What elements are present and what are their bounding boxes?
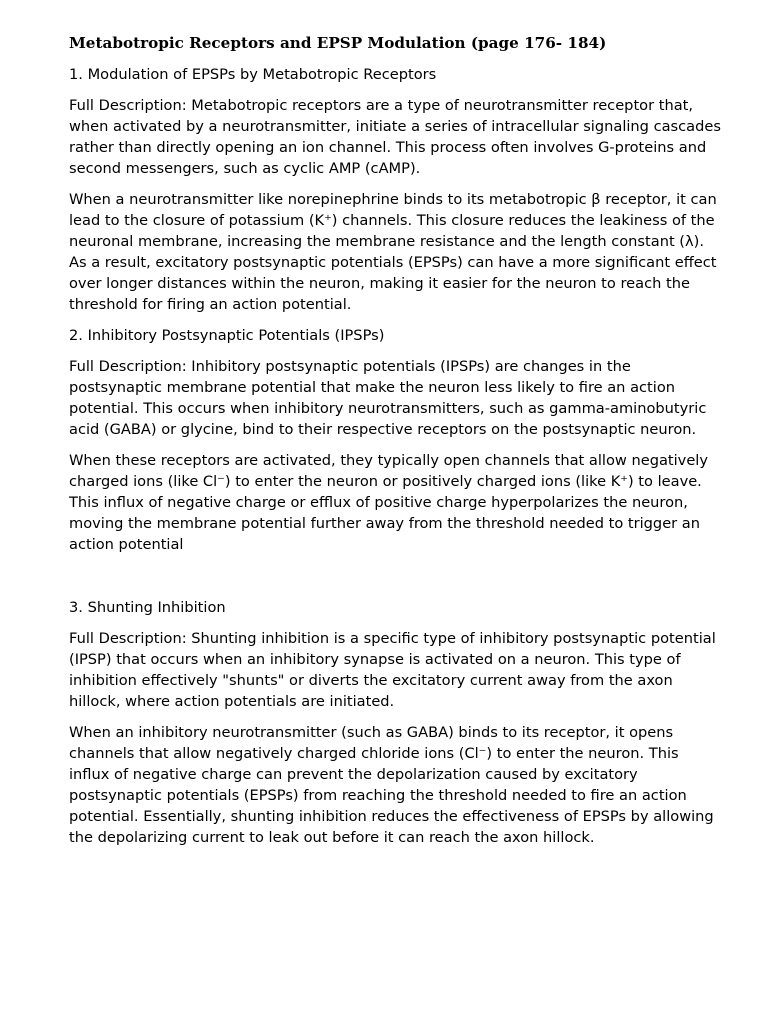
paragraph: When a neurotransmitter like norepinephrine binds to its metabotropic β receptor, it can lead to the closure of potassium (K⁺) channels. This closure reduces the leakiness of the neuronal membrane, increasing the membrane resistance and the length constant (λ). As a result, excitatory postsynaptic potentials (EPSPs) can have a more significant effect over longer distances within the neuron, making it easier for the neuron to reach the threshold for firing an action potential. (69, 191, 717, 313)
document-body (69, 33, 721, 858)
section-heading: 1. Modulation of EPSPs by Metabotropic Receptors (69, 66, 437, 83)
section-shunting-inhibition (69, 597, 721, 848)
section-heading: 2. Inhibitory Postsynaptic Potentials (IPSPs) (69, 327, 385, 344)
paragraph: Full Description: Metabotropic receptors are a type of neurotransmitter receptor that, when activated by a neurotransmitter, initiate a series of intracellular signaling cascades rather than directly opening an ion channel. This process often involves G-proteins and second messengers, such as cyclic AMP (cAMP). (69, 97, 721, 177)
paragraph: When these receptors are activated, they typically open channels that allow negatively charged ions (like Cl⁻) to enter the neuron or positively charged ions (like K⁺) to leave. This influx of negative charge or efflux of positive charge hyperpolarizes the neuron, moving the membrane potential further away from the threshold needed to trigger an action potential (69, 452, 708, 553)
paragraph: Full Description: Inhibitory postsynaptic potentials (IPSPs) are changes in the postsynaptic membrane potential that make the neuron less likely to fire an action potential. This occurs when inhibitory neurotransmitters, such as gamma-aminobutyric acid (GABA) or glycine, bind to their respective receptors on the postsynaptic neuron. (69, 358, 707, 438)
paragraph: Full Description: Shunting inhibition is a specific type of inhibitory postsynaptic potential (IPSP) that occurs when an inhibitory synapse is activated on a neuron. This type of inhibition effectively "shunts" or diverts the excitatory current away from the axon hillock, where action potentials are initiated. (69, 630, 716, 710)
blank-line-spacer (69, 565, 721, 597)
document-title: Metabotropic Receptors and EPSP Modulation (page 176- 184) (69, 34, 607, 52)
paragraph: When an inhibitory neurotransmitter (such as GABA) binds to its receptor, it opens channels that allow negatively charged chloride ions (Cl⁻) to enter the neuron. This influx of negative charge can prevent the depolarization caused by excitatory postsynaptic potentials (EPSPs) from reaching the threshold needed to fire an action potential. Essentially, shunting inhibition reduces the effectiveness of EPSPs by allowing the depolarizing current to leak out before it can reach the axon hillock. (69, 724, 714, 846)
section-ipsps (69, 325, 721, 555)
section-heading: 3. Shunting Inhibition (69, 599, 226, 616)
section-metabotropic-modulation (69, 64, 721, 315)
